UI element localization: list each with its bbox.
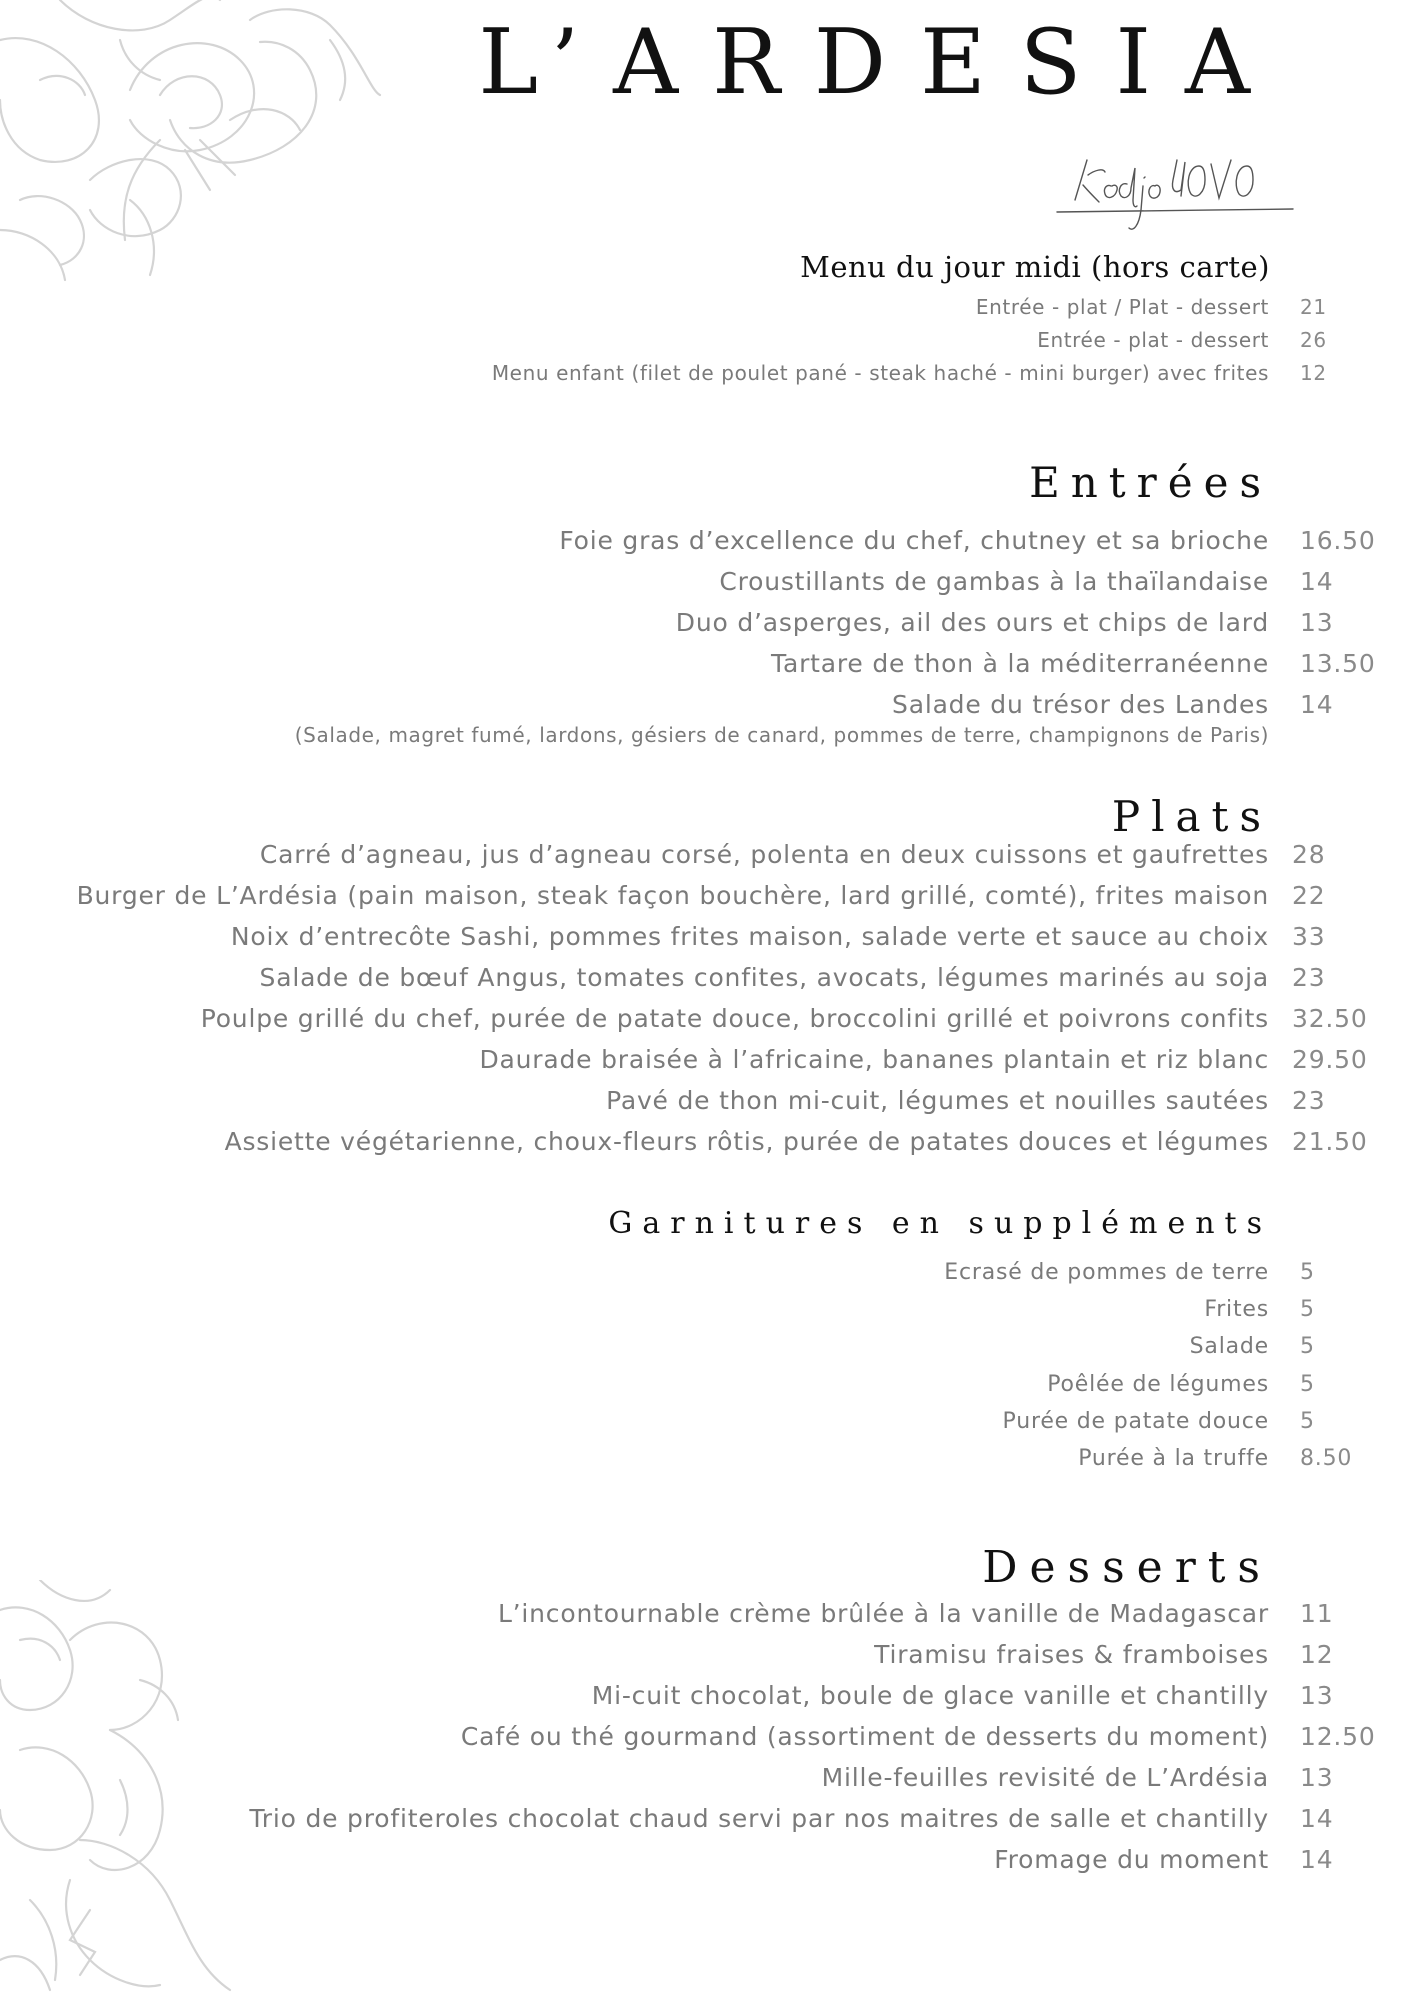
item-name: Mille-feuilles revisité de L’Ardésia	[821, 1763, 1269, 1792]
item-price: 14	[1300, 690, 1334, 719]
item-price: 5	[1300, 1372, 1315, 1397]
restaurant-name: L’ARDESIA	[478, 10, 1284, 115]
item-name: Café ou thé gourmand (assortiment de desserts du moment)	[460, 1722, 1269, 1751]
item-price: 28	[1292, 840, 1326, 869]
item-price: 33	[1292, 922, 1326, 951]
item-name: L’incontournable crème brûlée à la vanille de Madagascar	[497, 1599, 1269, 1628]
floral-decoration-bottom-icon	[0, 1580, 280, 2000]
item-name: Ecrasé de pommes de terre	[944, 1260, 1269, 1285]
item-name: Tiramisu fraises & framboises	[874, 1640, 1269, 1669]
item-name: Purée de patate douce	[1002, 1409, 1269, 1434]
item-name: Foie gras d’excellence du chef, chutney et sa brioche	[559, 526, 1269, 555]
item-price: 13	[1300, 608, 1334, 637]
item-price: 29.50	[1292, 1045, 1368, 1074]
item-name: Entrée - plat / Plat - dessert	[975, 295, 1269, 319]
item-price: 13	[1300, 1681, 1334, 1710]
item-price: 5	[1300, 1297, 1315, 1322]
item-price: 12	[1300, 1640, 1334, 1669]
item-price: 23	[1292, 963, 1326, 992]
lunch-menu-title: Menu du jour midi (hors carte)	[800, 250, 1270, 284]
item-price: 14	[1300, 1804, 1334, 1833]
item-name: Mi-cuit chocolat, boule de glace vanille et chantilly	[591, 1681, 1269, 1710]
item-name: Croustillants de gambas à la thaïlandaise	[719, 567, 1269, 596]
item-price: 21.50	[1292, 1127, 1368, 1156]
item-price: 22	[1292, 881, 1326, 910]
item-price: 21	[1300, 295, 1327, 319]
item-price: 14	[1300, 567, 1334, 596]
item-name: Burger de L’Ardésia (pain maison, steak façon bouchère, lard grillé, comté), frites maison	[76, 881, 1269, 910]
item-price: 14	[1300, 1845, 1334, 1874]
item-name: Purée à la truffe	[1078, 1446, 1269, 1471]
item-name: Salade du trésor des Landes	[892, 690, 1269, 719]
item-name: Daurade braisée à l’africaine, bananes plantain et riz blanc	[479, 1045, 1269, 1074]
item-price: 23	[1292, 1086, 1326, 1115]
item-name: Tartare de thon à la méditerranéenne	[771, 649, 1269, 678]
item-name: Poulpe grillé du chef, purée de patate douce, broccolini grillé et poivrons confits	[200, 1004, 1269, 1033]
item-name: Trio de profiteroles chocolat chaud servi par nos maitres de salle et chantilly	[249, 1804, 1269, 1833]
item-price: 11	[1300, 1599, 1334, 1628]
item-name: Entrée - plat - dessert	[1037, 328, 1269, 352]
item-name: Frites	[1204, 1297, 1269, 1322]
desserts-heading: Desserts	[982, 1542, 1272, 1593]
item-name: Noix d’entrecôte Sashi, pommes frites maison, salade verte et sauce au choix	[230, 922, 1269, 951]
item-price: 5	[1300, 1260, 1315, 1285]
item-price: 32.50	[1292, 1004, 1368, 1033]
item-price: 16.50	[1300, 526, 1376, 555]
item-price: 5	[1300, 1334, 1315, 1359]
item-price: 12.50	[1300, 1722, 1376, 1751]
item-name: Carré d’agneau, jus d’agneau corsé, polenta en deux cuissons et gaufrettes	[259, 840, 1269, 869]
item-price: 8.50	[1300, 1446, 1353, 1471]
item-price: 5	[1300, 1409, 1315, 1434]
item-price: 13	[1300, 1763, 1334, 1792]
plats-heading: Plats	[1111, 792, 1272, 841]
item-name: Pavé de thon mi-cuit, légumes et nouilles sautées	[606, 1086, 1269, 1115]
item-price: 13.50	[1300, 649, 1376, 678]
garnitures-heading: Garnitures en suppléments	[608, 1206, 1272, 1241]
item-price: 12	[1300, 361, 1327, 385]
signature-icon	[1055, 140, 1295, 240]
item-description: (Salade, magret fumé, lardons, gésiers de canard, pommes de terre, champignons de Paris)	[294, 723, 1269, 747]
item-name: Salade de bœuf Angus, tomates confites, avocats, légumes marinés au soja	[259, 963, 1269, 992]
floral-decoration-top-icon	[0, 0, 390, 290]
entrees-heading: Entrées	[1029, 458, 1272, 507]
item-price: 26	[1300, 328, 1327, 352]
item-name: Menu enfant (filet de poulet pané - steak haché - mini burger) avec frites	[491, 361, 1269, 385]
item-name: Fromage du moment	[994, 1845, 1269, 1874]
item-name: Poêlée de légumes	[1047, 1372, 1269, 1397]
item-name: Salade	[1189, 1334, 1269, 1359]
item-name: Assiette végétarienne, choux-fleurs rôtis, purée de patates douces et légumes	[224, 1127, 1269, 1156]
item-name: Duo d’asperges, ail des ours et chips de lard	[675, 608, 1269, 637]
